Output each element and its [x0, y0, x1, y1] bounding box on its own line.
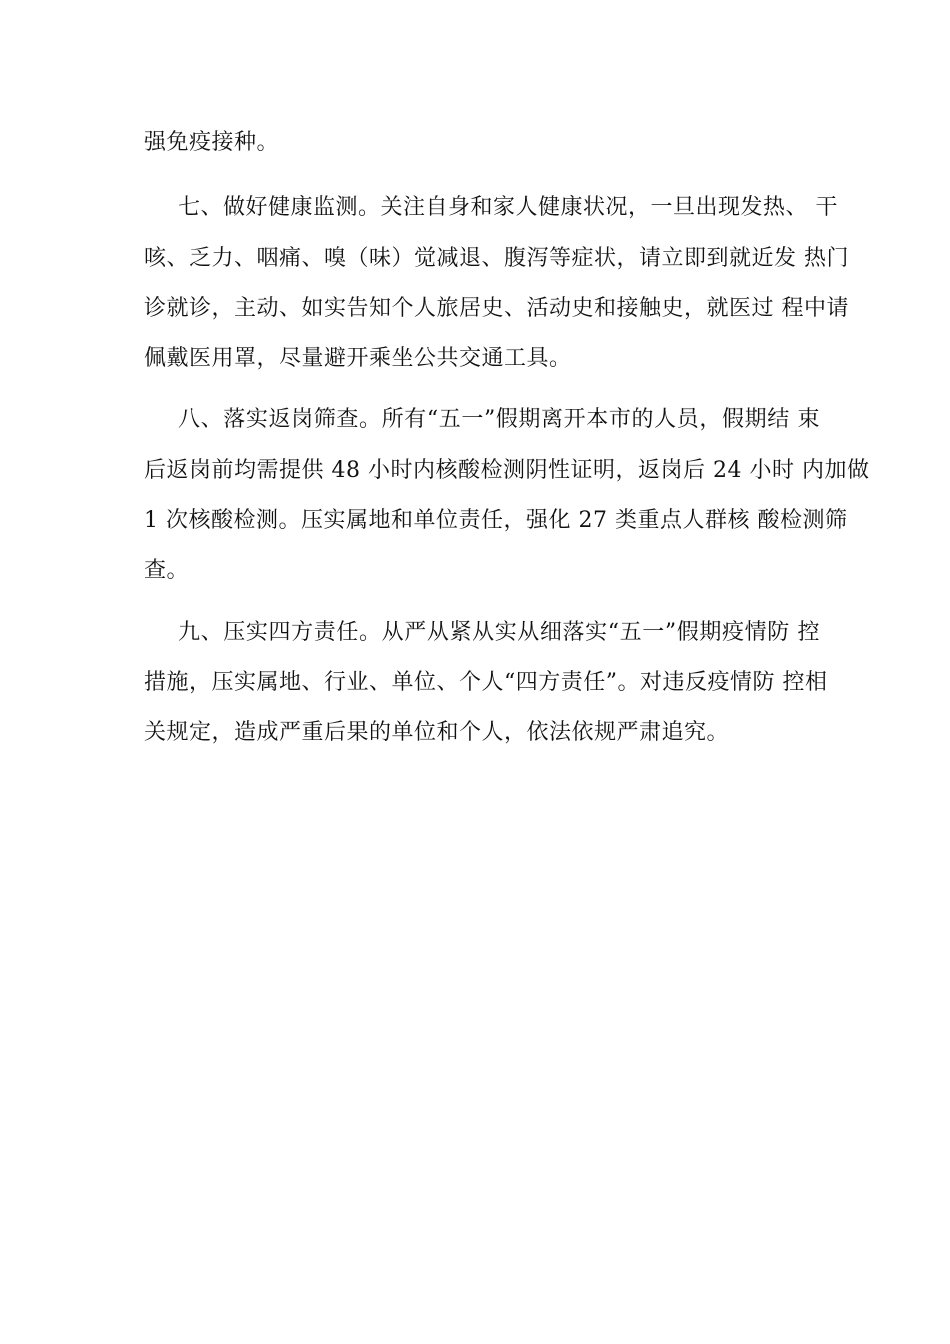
- paragraph-line: 七、做好健康监测。关注自身和家人健康状况，一旦出现发热、 干: [178, 195, 838, 220]
- paragraph-line: 八、落实返岗筛查。所有“五一”假期离开本市的人员，假期结 束: [178, 407, 820, 432]
- paragraph-line: 关规定，造成严重后果的单位和个人，依法依规严肃追究。: [144, 720, 730, 745]
- paragraph-line: 诊就诊，主动、如实告知个人旅居史、活动史和接触史，就医过 程中请: [144, 296, 849, 321]
- paragraph-line: 咳、乏力、咽痛、嗅（味）觉减退、腹泻等症状，请立即到就近发 热门: [144, 246, 849, 271]
- paragraph-line: 强免疫接种。: [144, 130, 280, 155]
- paragraph-line: 佩戴医用罩，尽量避开乘坐公共交通工具。: [144, 346, 572, 371]
- paragraph-line: 九、压实四方责任。从严从紧从实从细落实“五一”假期疫情防 控: [178, 620, 820, 645]
- paragraph-line: 1 次核酸检测。压实属地和单位责任，强化 27 类重点人群核 酸检测筛: [144, 508, 848, 533]
- paragraph-line: 措施，压实属地、行业、单位、个人“四方责任”。对违反疫情防 控相: [144, 670, 828, 695]
- paragraph-line: 后返岗前均需提供 48 小时内核酸检测阴性证明，返岗后 24 小时 内加做: [144, 458, 870, 483]
- paragraph-line: 查。: [144, 558, 190, 583]
